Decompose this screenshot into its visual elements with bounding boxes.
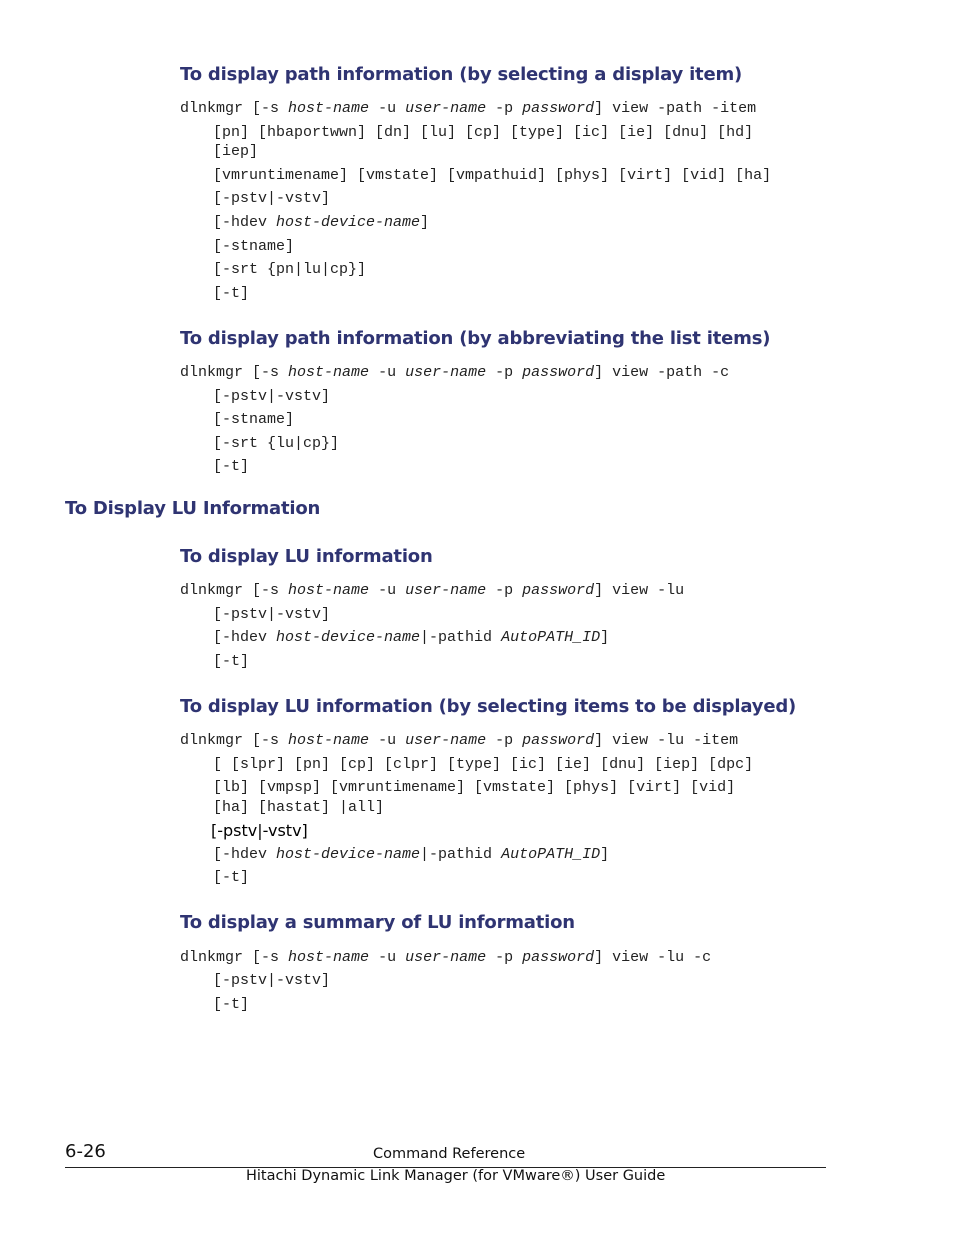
command-line: dlnkmgr [-s host-name -u user-name -p password] view -path -item bbox=[180, 100, 757, 117]
option-line: [vmruntimename] [vmstate] [vmpathuid] [phys] [virt] [vid] [ha] bbox=[213, 167, 772, 184]
main-heading-lu-information: To Display LU Information bbox=[65, 498, 321, 519]
section-heading-lu-selecting-items: To display LU information (by selecting items to be displayed) bbox=[180, 696, 797, 717]
option-line: [-hdev host-device-name|-pathid AutoPATH_ID] bbox=[213, 846, 610, 863]
option-line: [-stname] bbox=[213, 411, 295, 428]
page-number: 6-26 bbox=[65, 1141, 106, 1162]
option-line: [-stname] bbox=[213, 238, 295, 255]
option-line: [-srt {lu|cp}] bbox=[213, 435, 340, 452]
option-line: [ha] [hastat] |all] bbox=[213, 799, 385, 816]
option-line: [-hdev host-device-name] bbox=[213, 214, 430, 231]
option-line: [-t] bbox=[213, 653, 250, 670]
command-line: dlnkmgr [-s host-name -u user-name -p password] view -lu -item bbox=[180, 732, 739, 749]
option-line: [-hdev host-device-name|-pathid AutoPATH_ID] bbox=[213, 629, 610, 646]
option-line: [-pstv|-vstv] bbox=[213, 972, 331, 989]
option-line: [-t] bbox=[213, 996, 250, 1013]
command-line: dlnkmgr [-s host-name -u user-name -p password] view -lu -c bbox=[180, 949, 712, 966]
option-line: [-pstv|-vstv] bbox=[213, 190, 331, 207]
option-line-plain: [-pstv|-vstv] bbox=[211, 821, 308, 840]
option-line: [iep] bbox=[213, 143, 259, 160]
option-line: [ [slpr] [pn] [cp] [clpr] [type] [ic] [ie] [dnu] [iep] [dpc] bbox=[213, 756, 754, 773]
footer-guide-title: Hitachi Dynamic Link Manager (for VMware®) User Guide bbox=[246, 1168, 666, 1184]
option-line: [-t] bbox=[213, 285, 250, 302]
section-heading-path-by-display-item: To display path information (by selecting a display item) bbox=[180, 64, 743, 85]
option-line: [-t] bbox=[213, 458, 250, 475]
section-heading-lu-information: To display LU information bbox=[180, 546, 433, 567]
option-line: [-t] bbox=[213, 869, 250, 886]
option-line: [pn] [hbaportwwn] [dn] [lu] [cp] [type] [ic] [ie] [dnu] [hd] bbox=[213, 124, 754, 141]
option-line: [lb] [vmpsp] [vmruntimename] [vmstate] [phys] [virt] [vid] bbox=[213, 779, 736, 796]
section-heading-path-abbreviated: To display path information (by abbreviating the list items) bbox=[180, 328, 771, 349]
option-line: [-pstv|-vstv] bbox=[213, 388, 331, 405]
command-line: dlnkmgr [-s host-name -u user-name -p password] view -path -c bbox=[180, 364, 730, 381]
option-line: [-pstv|-vstv] bbox=[213, 606, 331, 623]
command-line: dlnkmgr [-s host-name -u user-name -p password] view -lu bbox=[180, 582, 685, 599]
option-line: [-srt {pn|lu|cp}] bbox=[213, 261, 367, 278]
footer-section-title: Command Reference bbox=[373, 1146, 526, 1162]
section-heading-lu-summary: To display a summary of LU information bbox=[180, 912, 575, 933]
